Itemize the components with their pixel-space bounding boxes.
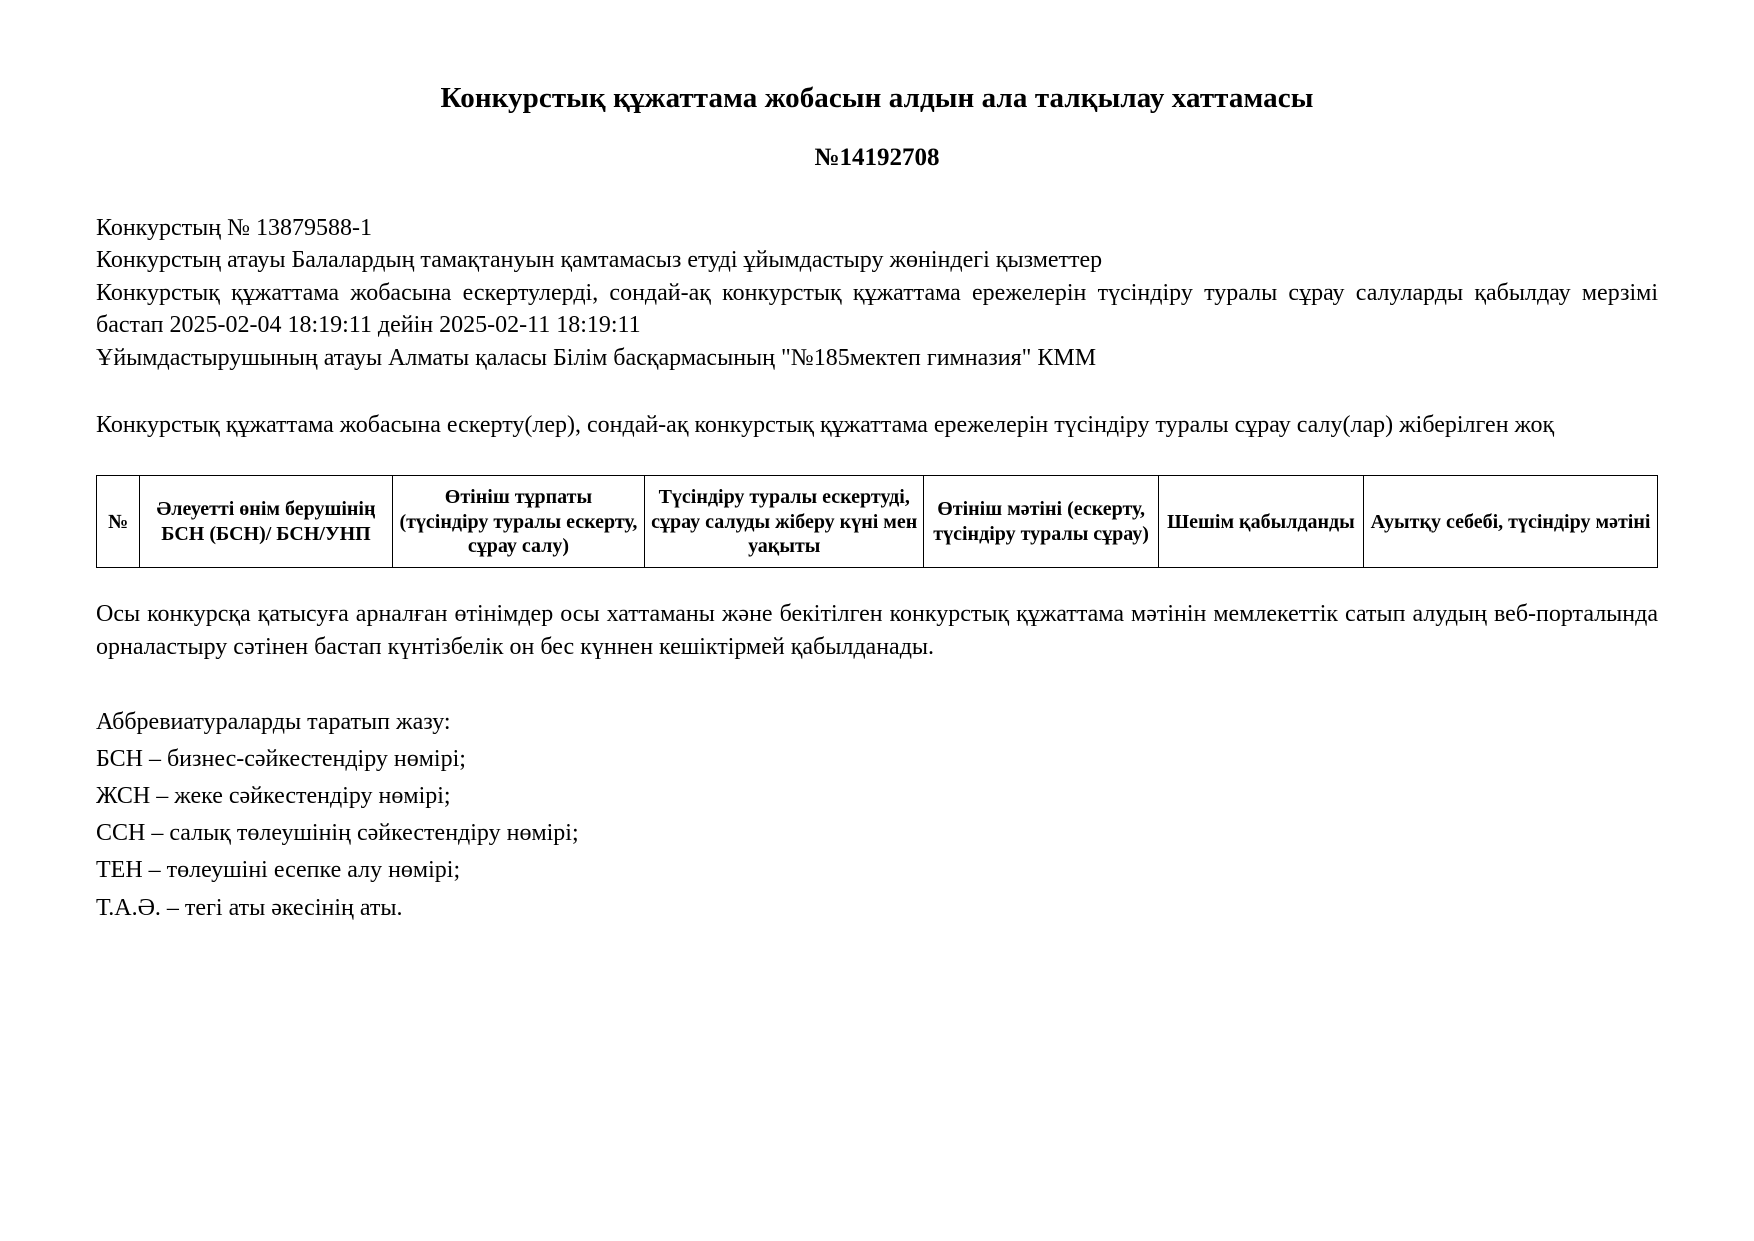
- table-header-sent-datetime: Түсіндіру туралы ескертуді, сұрау салуды жіберу күні мен уақыты: [645, 476, 924, 568]
- organizer-line: Ұйымдастырушының атауы Алматы қаласы Білім басқармасының "№185мектеп гимназия" КММ: [96, 345, 1097, 371]
- table-header-request-type: Өтініш тұрпаты (түсіндіру туралы ескерту, сұрау салу): [392, 476, 644, 568]
- table-header-reason: Ауытқу себебі, түсіндіру мәтіні: [1363, 476, 1657, 568]
- table-header-request-text: Өтініш мәтіні (ескерту, түсіндіру туралы сұрау): [924, 476, 1159, 568]
- tender-number-line: Конкурстың № 13879588-1: [96, 214, 372, 241]
- comments-table-head: [97, 476, 1658, 568]
- comments-table: [96, 475, 1658, 568]
- abbreviation-item-ssn: ССН – салық төлеушінің сәйкестендіру нөмірі;: [96, 820, 579, 847]
- table-header-decision: Шешім қабылданды: [1158, 476, 1363, 568]
- abbreviation-item-bsn: БСН – бизнес-сәйкестендіру нөмірі;: [96, 745, 466, 772]
- table-header-index: №: [97, 476, 140, 568]
- abbreviations-heading: Аббревиатураларды таратып жазу:: [96, 708, 451, 735]
- abbreviation-item-ten: ТЕН – төлеушіні есепке алу нөмірі;: [96, 857, 461, 884]
- comments-table-wrapper: [96, 475, 1658, 568]
- page-title: Конкурстық құжаттама жобасын алдын ала талқылау хаттамасы: [440, 82, 1314, 114]
- tender-name-line: Конкурстың атауы Балалардың тамақтануын қамтамасыз етуді ұйымдастыру жөніндегі қызметтер: [96, 247, 1103, 274]
- document-number: №14192708: [814, 144, 940, 172]
- no-comments-notice: Конкурстық құжаттама жобасына ескерту(лер), сондай-ақ конкурстық құжаттама ережелерін түсіндіру туралы сұрау салу(лар) жіберілген жоқ: [96, 411, 1555, 438]
- abbreviation-item-tae: Т.А.Ә. – тегі аты әкесінің аты.: [96, 894, 403, 921]
- application-deadline-paragraph: Осы конкурсқа қатысуға арналған өтінімдер осы хаттаманы және бекітілген конкурстық құжаттама мәтінін мемлекеттік сатып алудың веб-порталында орналастыру сәтінен бастап күнтізбелік он бес күннен кешіктірмей қабылданады.: [96, 601, 1658, 661]
- acceptance-period-line: Конкурстық құжаттама жобасына ескертулерді, сондай-ақ конкурстық құжаттама ережелерін түсіндіру туралы сұрау салуларды қабылдау мерзімі бастап 2025-02-04 18:19:11 дейін 2025-02-11 18:19:11: [96, 279, 1658, 339]
- tender-meta-block: [96, 212, 1658, 375]
- table-header-supplier-bin: Әлеуетті өнім берушінің БСН (БСН)/ БСН/УНП: [140, 476, 392, 568]
- abbreviation-item-zhsn: ЖСН – жеке сәйкестендіру нөмірі;: [96, 783, 451, 810]
- table-header-row: [97, 476, 1658, 568]
- abbreviations-block: [96, 704, 1658, 927]
